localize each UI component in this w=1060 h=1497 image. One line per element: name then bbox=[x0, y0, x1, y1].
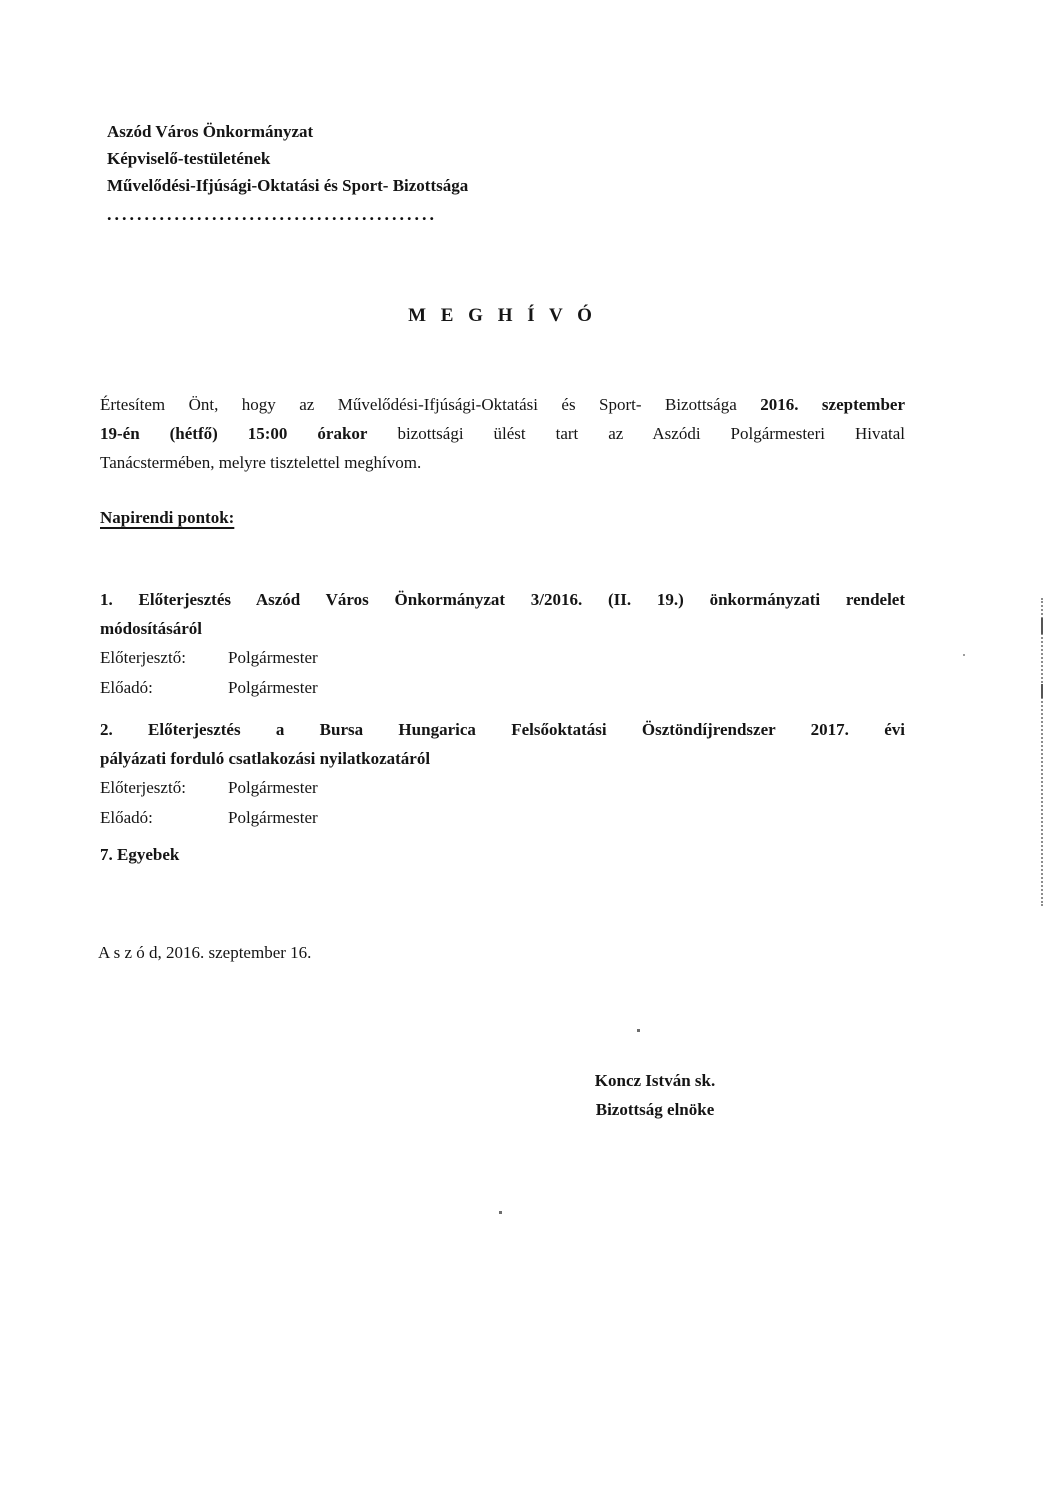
agenda-list bbox=[100, 585, 905, 833]
document-title: M E G H Í V Ó bbox=[408, 305, 597, 326]
scan-artifact-speck bbox=[963, 654, 965, 656]
date-line: A s z ó d, 2016. szeptember 16. bbox=[98, 943, 312, 962]
letterhead bbox=[107, 118, 707, 223]
agenda-row-value: Polgármester bbox=[228, 808, 318, 827]
agenda-row-label: Előterjesztő: bbox=[100, 648, 186, 667]
paragraph-line bbox=[100, 448, 905, 477]
signature-block bbox=[545, 1066, 765, 1124]
agenda-item-row bbox=[100, 673, 905, 703]
agenda-row-label: Előadó: bbox=[100, 678, 153, 697]
paragraph-segment: bizottsági ülést tart az Aszódi Polgármesteri Hivatal bbox=[367, 424, 905, 443]
invitation-paragraph bbox=[100, 390, 905, 477]
scan-artifact-mark bbox=[1041, 618, 1043, 634]
letterhead-line: Képviselő-testületének bbox=[107, 149, 271, 168]
agenda-item-title-line: 1. Előterjesztés Aszód Város Önkormányzat 3/2016. (II. 19.) önkormányzati rendelet bbox=[100, 590, 905, 609]
paragraph-bold-segment: 19-én (hétfő) 15:00 órakor bbox=[100, 424, 368, 443]
scan-artifact-speck bbox=[499, 1211, 502, 1214]
agenda-item bbox=[100, 715, 905, 833]
agenda-row-value: Polgármester bbox=[228, 778, 318, 797]
paragraph-line bbox=[100, 390, 905, 419]
dotted-fill-line: ............................................ bbox=[107, 204, 437, 224]
scan-artifact-mark bbox=[1041, 684, 1043, 698]
letterhead-line: Aszód Város Önkormányzat bbox=[107, 122, 314, 141]
agenda-item-row bbox=[100, 643, 905, 673]
agenda-item bbox=[100, 585, 905, 703]
paragraph-line bbox=[100, 419, 905, 448]
paragraph-segment: Tanácstermében, melyre tisztelettel meghívom. bbox=[100, 453, 422, 472]
paragraph-segment: Értesítem Önt, hogy az Művelődési-Ifjúsági-Oktatási és Sport- Bizottsága bbox=[100, 395, 761, 414]
signatory-name: Koncz István sk. bbox=[594, 1071, 716, 1090]
agenda-item-row bbox=[100, 803, 905, 833]
scan-artifact-dotted-line bbox=[1041, 598, 1043, 906]
agenda-row-value: Polgármester bbox=[228, 678, 318, 697]
scan-artifact-speck bbox=[637, 1029, 640, 1032]
letterhead-line: Művelődési-Ifjúsági-Oktatási és Sport- Bizottsága bbox=[107, 176, 469, 195]
agenda-item-other: 7. Egyebek bbox=[100, 845, 180, 864]
agenda-heading: Napirendi pontok: bbox=[100, 508, 235, 527]
signatory-title: Bizottság elnöke bbox=[595, 1100, 715, 1119]
agenda-row-label: Előadó: bbox=[100, 808, 153, 827]
paragraph-bold-segment: 2016. szeptember bbox=[760, 395, 905, 414]
agenda-item-row bbox=[100, 773, 905, 803]
letterhead-lines bbox=[107, 118, 707, 199]
agenda-row-value: Polgármester bbox=[228, 648, 318, 667]
agenda-item-title-line: módosításáról bbox=[100, 619, 202, 638]
agenda-item-title-line: pályázati forduló csatlakozási nyilatkozatáról bbox=[100, 749, 431, 768]
agenda-row-label: Előterjesztő: bbox=[100, 778, 186, 797]
agenda-item-title-line: 2. Előterjesztés a Bursa Hungarica Felsőoktatási Ösztöndíjrendszer 2017. évi bbox=[100, 720, 905, 739]
